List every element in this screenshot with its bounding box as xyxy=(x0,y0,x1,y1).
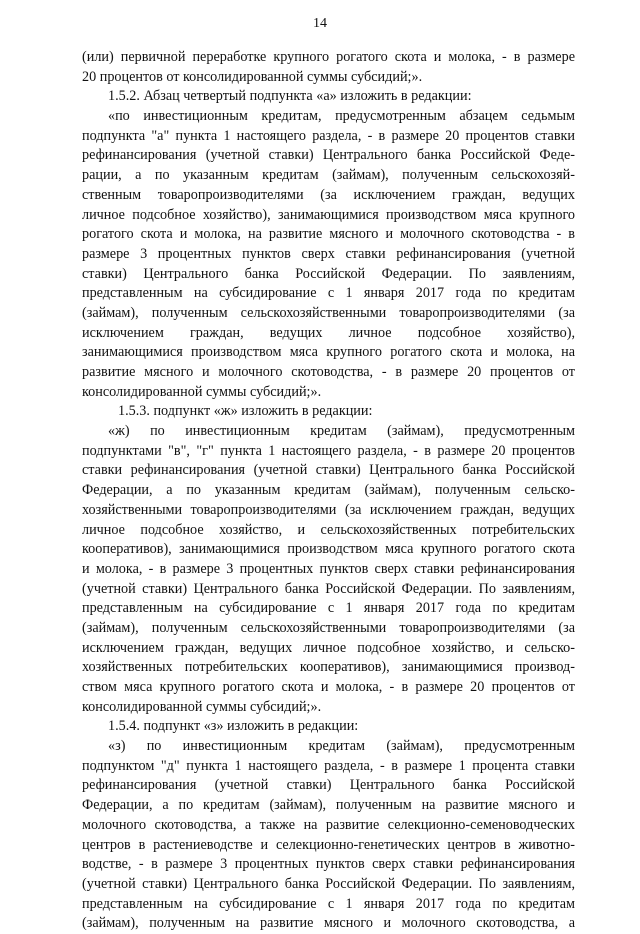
text-line: размере 3 процентных пунктов сверх ставки рефинансирования (учетной xyxy=(82,245,575,262)
text-line: представленным на субсидирование с 1 января 2017 года по кредитам xyxy=(82,895,575,912)
text-line: Федерации, а по указанным кредитам (займам), полученным сельско- xyxy=(82,482,575,499)
text-line: водстве, - в размере 3 процентных пунктов сверх ставки рефинансирования xyxy=(82,856,575,873)
text-line: «з) по инвестиционным кредитам (займам), предусмотренным xyxy=(108,738,575,755)
page-number: 14 xyxy=(313,16,327,31)
text-line: хозяйственными товаропроизводителями (за исключением граждан, ведущих xyxy=(82,501,575,518)
text-line: личное подсобное хозяйство), занимающимися производством мяса крупного xyxy=(82,206,575,223)
text-line: молочного скотоводства, а также на развитие селекционно-семеноводческих xyxy=(82,816,575,833)
text-line: ставки рефинансирования (учетной ставки) Центрального банка Российской xyxy=(82,462,575,479)
text-line: рогатого скота и молока, на развитие мясного и молочного скотоводства - в xyxy=(82,226,575,243)
text-line: рефинансирования (учетной ставки) Центрального банка Российской Феде- xyxy=(82,147,575,164)
text-line: 20 процентов от консолидированной суммы субсидий;». xyxy=(82,68,423,85)
text-line: личное подсобное хозяйство, и сельскохозяйственных потребительских xyxy=(82,521,575,538)
text-line: ставки) Центрального банка Российской Федерации. По заявлениям, xyxy=(82,265,575,282)
text-line: (займам), полученным сельскохозяйственными товаропроизводителями (за xyxy=(82,304,575,321)
text-line: исключением граждан, ведущих личное подсобное хозяйство, и сельско- xyxy=(82,639,575,656)
text-line: подпункта "а" пункта 1 настоящего раздела, - в размере 20 процентов ставки xyxy=(82,127,575,144)
text-line: подпунктом "д" пункта 1 настоящего раздела, - в размере 1 процента ставки xyxy=(82,757,575,774)
text-line: «по инвестиционным кредитам, предусмотренным абзацем седьмым xyxy=(108,108,575,125)
text-line: центров в растениеводстве и селекционно-генетических центров в животно- xyxy=(82,836,575,853)
text-line: представленным на субсидирование с 1 января 2017 года по кредитам xyxy=(82,285,575,302)
text-line: Федерации, а по кредитам (займам), полученным на развитие мясного и xyxy=(82,797,575,814)
text-line: 1.5.2. Абзац четвертый подпункта «а» изложить в редакции: xyxy=(108,88,472,105)
text-line: рации, а по указанным кредитам (займам), полученным сельскохозяй- xyxy=(82,167,575,184)
text-line: (или) первичной переработке крупного рогатого скота и молока, - в размере xyxy=(82,49,575,65)
text-line: 1.5.3. подпункт «ж» изложить в редакции: xyxy=(118,403,373,420)
text-line: (займам), полученным на развитие мясного и молочного скотоводства, а xyxy=(82,915,575,932)
text-line: консолидированной суммы субсидий;». xyxy=(82,698,322,715)
text-line: «ж) по инвестиционным кредитам (займам), предусмотренным xyxy=(108,423,575,440)
text-line: представленным на субсидирование с 1 января 2017 года по кредитам xyxy=(82,600,575,617)
text-line: рефинансирования (учетной ставки) Центрального банка Российской xyxy=(82,777,575,794)
text-line: хозяйственных потребительских кооперативов), занимающимися производ- xyxy=(82,659,575,676)
text-line: исключением граждан, ведущих личное подсобное хозяйство), xyxy=(82,324,575,341)
text-line: 1.5.4. подпункт «з» изложить в редакции: xyxy=(108,718,359,735)
text-line: занимающимися производством мяса крупного рогатого скота и молока, на xyxy=(82,344,575,361)
text-line: развитие мясного и молочного скотоводства, - в размере 20 процентов от xyxy=(82,364,575,380)
text-line: консолидированной суммы субсидий;». xyxy=(82,383,322,400)
text-line: (учетной ставки) Центрального банка Российской Федерации. По заявлениям, xyxy=(82,580,575,597)
text-line: (учетной ставки) Центрального банка Российской Федерации. По заявлениям, xyxy=(82,875,575,892)
document-body xyxy=(82,48,575,934)
text-line: кооперативов), занимающимися производством мяса крупного рогатого скота xyxy=(82,541,575,558)
text-line: (займам), полученным сельскохозяйственными товаропроизводителями (за xyxy=(82,619,575,636)
text-line: подпунктами "в", "г" пункта 1 настоящего раздела, - в размере 20 процентов xyxy=(82,442,575,459)
text-line: ством мяса крупного рогатого скота и молока, - в размере 20 процентов от xyxy=(82,679,575,695)
text-line: ственным товаропроизводителями (за исключением граждан, ведущих xyxy=(82,186,575,203)
text-line: и молока, - в размере 3 процентных пунктов сверх ставки рефинансирования xyxy=(82,560,575,577)
